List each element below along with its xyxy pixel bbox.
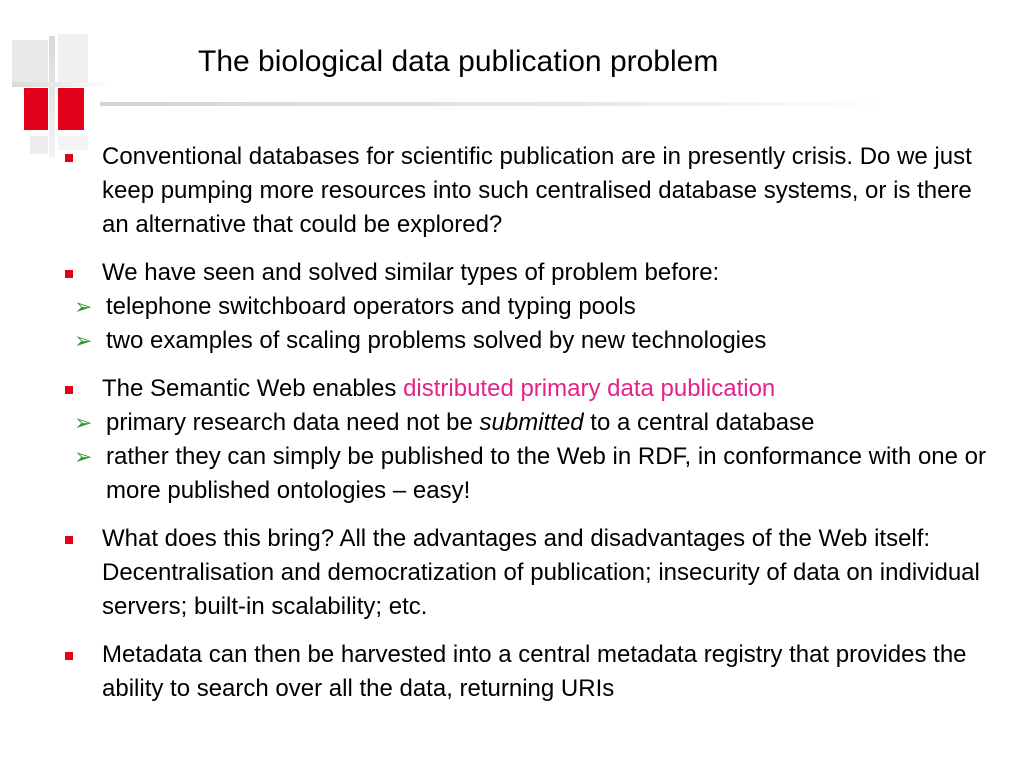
- logo-square-gray: [58, 34, 88, 82]
- logo-square-red: [58, 88, 84, 130]
- bullet-highlight-text: distributed primary data publication: [403, 375, 776, 402]
- bullet-text: The Semantic Web enables: [102, 375, 404, 402]
- red-square-bullet-icon: [65, 154, 73, 162]
- logo-horizontal-line: [12, 82, 112, 87]
- red-square-bullet-icon: [65, 536, 73, 544]
- bullet-item: [60, 522, 1000, 624]
- bullet-text: What does this bring? All the advantages and disadvantages of the Web itself: Decentralisation and democratization of publication; insecurity of data on individual servers; built-in scalability; etc.: [102, 525, 980, 620]
- sub-bullet-item: [60, 324, 1000, 358]
- sub-bullet-item: [60, 290, 1000, 324]
- title-divider: [100, 102, 890, 106]
- red-square-bullet-icon: [65, 386, 73, 394]
- bullet-text: We have seen and solved similar types of problem before:: [102, 259, 720, 286]
- slide-title: The biological data publication problem: [198, 45, 719, 78]
- logo-vertical-line: [49, 36, 55, 158]
- sub-bullet-emphasis: submitted: [479, 409, 584, 436]
- logo-square-gray: [12, 40, 48, 82]
- sub-bullet-item: [60, 440, 1000, 508]
- sub-bullet-item: [60, 406, 1000, 440]
- logo-square-red: [24, 88, 48, 130]
- sub-bullet-text: two examples of scaling problems solved by new technologies: [106, 327, 767, 354]
- sub-bullet-text: rather they can simply be published to the Web in RDF, in conformance with one or more published ontologies – easy!: [106, 443, 987, 504]
- slide-logo: [0, 0, 110, 160]
- bullet-item: [60, 638, 1000, 706]
- bullet-item: [60, 372, 1000, 508]
- bullet-item: [60, 140, 1000, 242]
- green-arrow-bullet-icon: ➢: [74, 294, 93, 319]
- bullet-text: Conventional databases for scientific publication are in presently crisis. Do we just keep pumping more resources into such centralised database systems, or is there an alternative that could be explored?: [102, 143, 972, 238]
- green-arrow-bullet-icon: ➢: [74, 410, 93, 435]
- logo-square-gray: [30, 136, 48, 154]
- sub-bullet-text: to a central database: [583, 409, 815, 436]
- sub-bullet-text: telephone switchboard operators and typing pools: [106, 293, 636, 320]
- green-arrow-bullet-icon: ➢: [74, 444, 93, 469]
- red-square-bullet-icon: [65, 270, 73, 278]
- sub-bullet-text: primary research data need not be: [106, 409, 480, 436]
- slide-content: [60, 140, 1000, 720]
- bullet-text: Metadata can then be harvested into a central metadata registry that provides the ability to search over all the data, returning URIs: [102, 641, 967, 702]
- red-square-bullet-icon: [65, 652, 73, 660]
- bullet-item: [60, 256, 1000, 358]
- green-arrow-bullet-icon: ➢: [74, 328, 93, 353]
